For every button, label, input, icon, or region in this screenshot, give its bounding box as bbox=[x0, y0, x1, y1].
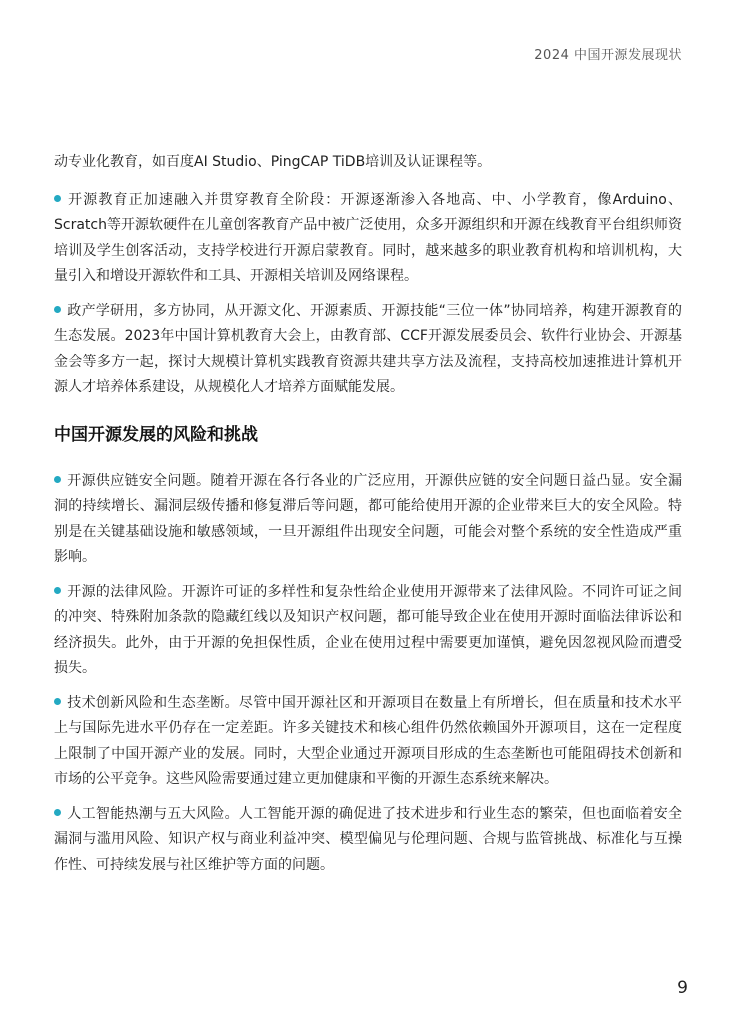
bullet-text: 开源教育正加速融入并贯穿教育全阶段：开源逐渐渗入各地高、中、小学教育，像Arduino、Scratch等开源软硬件在儿童创客教育产品中被广泛使用，众多开源组织和开源在线教育平台组织师资培训及学生创客活动，支持学校进行开源启蒙教育。同时，越来越多的职业教育机构和培训机构，大量引入和增设开源软件和工具、开源相关培训及网络课程。 bbox=[54, 191, 682, 284]
bullet-dot-icon bbox=[54, 306, 61, 313]
page-number: 9 bbox=[677, 978, 688, 998]
bullet-dot-icon bbox=[54, 195, 61, 202]
bullet-risk-3 bbox=[54, 691, 682, 793]
bullet-risk-4 bbox=[54, 802, 682, 879]
running-header: 2024 中国开源发展现状 bbox=[534, 48, 682, 63]
bullet-education-2 bbox=[54, 299, 682, 401]
bullet-text: 开源供应链安全问题。随着开源在各行各业的广泛应用，开源供应链的安全问题日益凸显。安全漏洞的持续增长、漏洞层级传播和修复滞后等问题，都可能给使用开源的企业带来巨大的安全风险。特别是在关键基础设施和敏感领域，一旦开源组件出现安全问题，可能会对整个系统的安全性造成严重影响。 bbox=[54, 472, 682, 565]
bullet-dot-icon bbox=[54, 587, 61, 594]
bullet-education-1 bbox=[54, 188, 682, 290]
section-heading: 中国开源发展的风险和挑战 bbox=[54, 424, 258, 445]
bullet-dot-icon bbox=[54, 809, 61, 816]
bullet-dot-icon bbox=[54, 476, 61, 483]
bullet-text: 开源的法律风险。开源许可证的多样性和复杂性给企业使用开源带来了法律风险。不同许可证之间的冲突、特殊附加条款的隐藏红线以及知识产权问题，都可能导致企业在使用开源时面临法律诉讼和经济损失。此外，由于开源的免担保性质，企业在使用过程中需要更加谨慎，避免因忽视风险而遭受损失。 bbox=[54, 583, 682, 676]
bullet-dot-icon bbox=[54, 698, 61, 705]
bullet-text: 政产学研用，多方协同，从开源文化、开源素质、开源技能“三位一体”协同培养，构建开源教育的生态发展。2023年中国计算机教育大会上，由教育部、CCF开源发展委员会、软件行业协会、开源基金会等多方一起，探讨大规模计算机实践教育资源共建共享方法及流程，支持高校加速推进计算机开源人才培养体系建设，从规模化人才培养方面赋能发展。 bbox=[54, 302, 682, 395]
page-body bbox=[54, 150, 682, 887]
bullet-text: 技术创新风险和生态垄断。尽管中国开源社区和开源项目在数量上有所增长，但在质量和技术水平上与国际先进水平仍存在一定差距。许多关键技术和核心组件仍然依赖国外开源项目，这在一定程度上限制了中国开源产业的发展。同时，大型企业通过开源项目形成的生态垄断也可能阻碍技术创新和市场的公平竞争。这些风险需要通过建立更加健康和平衡的开源生态系统来解决。 bbox=[54, 694, 682, 787]
bullet-text: 人工智能热潮与五大风险。人工智能开源的确促进了技术进步和行业生态的繁荣，但也面临着安全漏洞与滥用风险、知识产权与商业利益冲突、模型偏见与伦理问题、合规与监管挑战、标准化与互操作性、可持续发展与社区维护等方面的问题。 bbox=[54, 805, 682, 873]
bullet-risk-2 bbox=[54, 580, 682, 682]
intro-paragraph: 动专业化教育，如百度AI Studio、PingCAP TiDB培训及认证课程等。 bbox=[54, 154, 492, 170]
bullet-risk-1 bbox=[54, 469, 682, 571]
